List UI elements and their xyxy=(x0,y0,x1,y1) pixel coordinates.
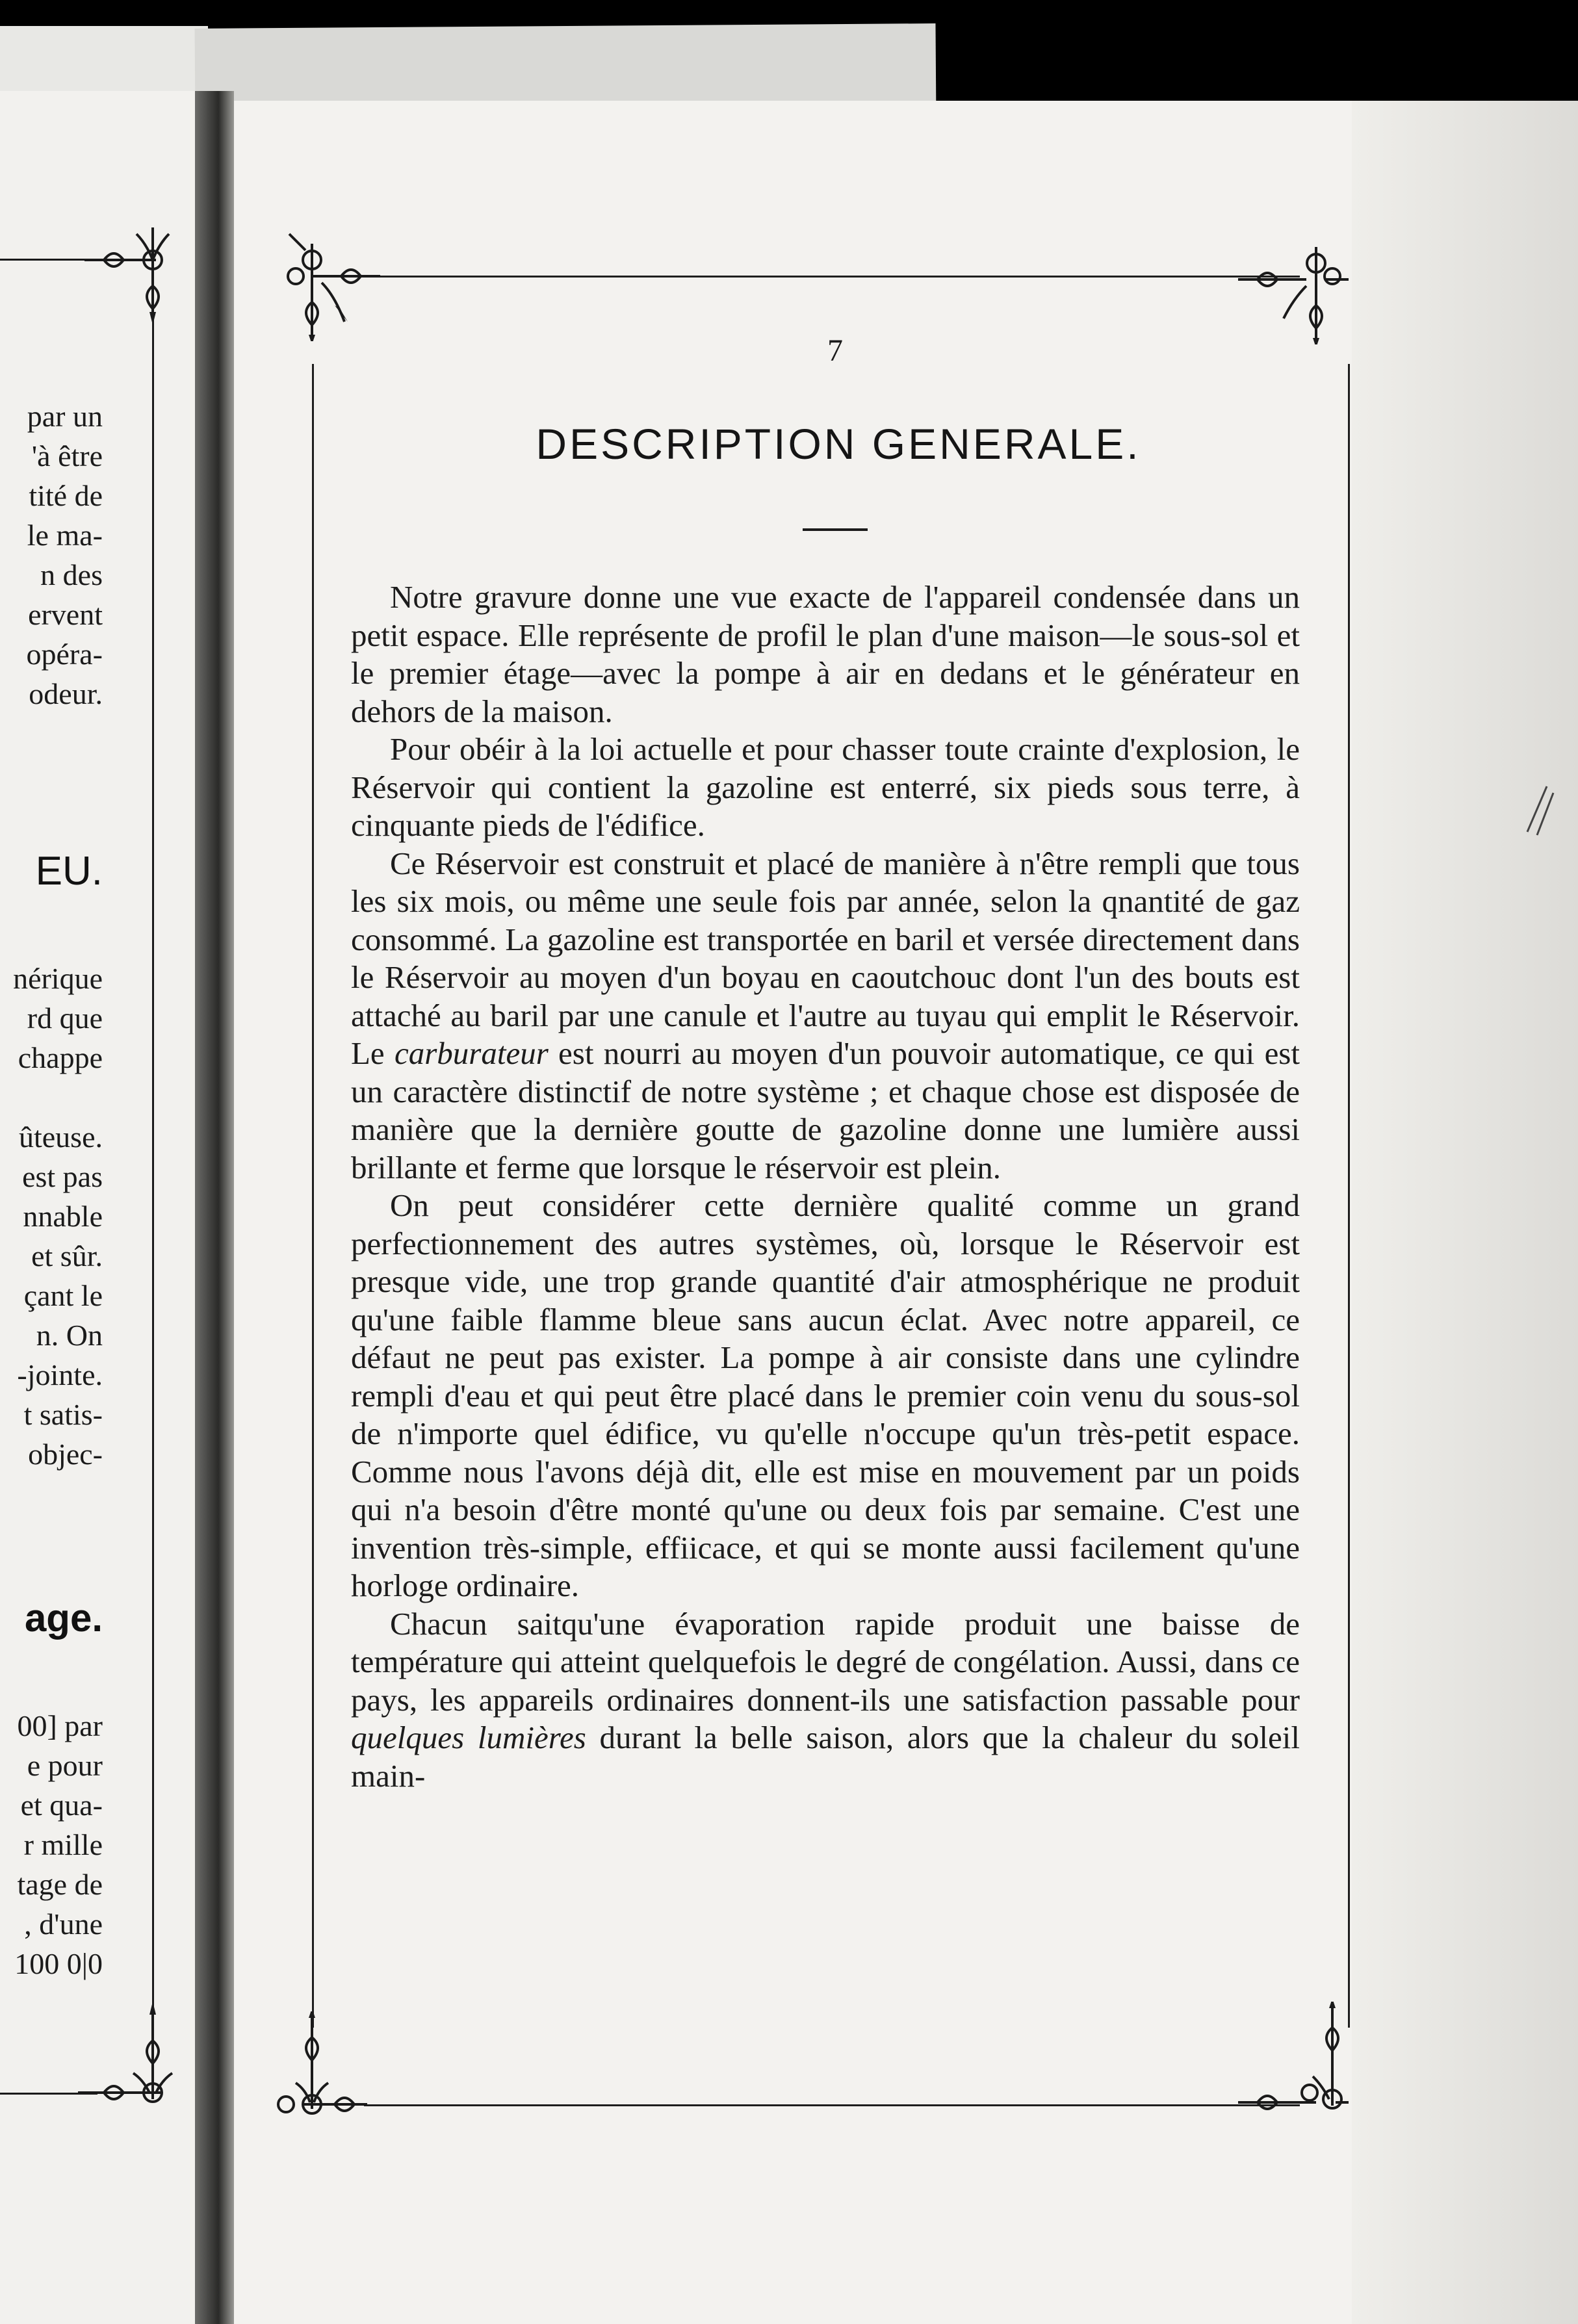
left-page-gutter xyxy=(195,91,234,2324)
left-line: opéra- xyxy=(26,638,103,671)
left-line: 100 0|0 xyxy=(14,1947,103,1980)
margin-pencil-mark-icon xyxy=(1521,780,1560,838)
left-frame-top-rule xyxy=(0,259,84,261)
title-rule xyxy=(803,528,868,531)
left-line: r mille xyxy=(23,1828,103,1861)
left-line xyxy=(0,1078,103,1117)
left-page-text-block-1 xyxy=(0,396,103,714)
bottom-right-ornament-icon xyxy=(1238,2002,1349,2112)
left-line: 'à être xyxy=(31,439,103,472)
left-line: , d'une xyxy=(24,1907,103,1941)
left-line: ûteuse. xyxy=(18,1120,103,1154)
left-page-bottom-ornament-icon xyxy=(78,2002,188,2112)
paragraph-3-part-2: est nourri au moyen d'un pouvoir automatique, ce qui est un caractère distinctif de notre système ; et chaque chose est disposée de manière que la dernière goutte de gazoline donne une lumière aussi brillante et ferme que lorsque le réservoir est plein. xyxy=(351,1035,1300,1185)
left-page-text-block-2 xyxy=(0,959,103,1474)
left-line: 00] par xyxy=(17,1709,103,1742)
paragraph-5-part-1: Chacun saitqu'une évaporation rapide produit une baisse de température qui atteint quelquefois le degré de congélation. Aussi, dans ce pays, les appareils ordinaires donnent-ils une satisfaction passable pour xyxy=(351,1605,1300,1718)
top-right-ornament-icon xyxy=(1238,234,1349,344)
paragraph-4: On peut considérer cette dernière qualité comme un grand perfectionnement des autres systèmes, où, lorsque le Réservoir est presque vide, une trop grande quantité d'air atmosphérique ne produit qu'une faible flamme bleue sans aucun éclat. Avec notre appareil, ce défaut ne peut pas exister. La pompe à air consiste dans une cylindre rempli d'eau et qui peut être placé dans le premier coin venu du sous-sol de n'importe quel édifice, vu qu'elle n'occupe qu'un très-petit espace. Comme nous l'avons déjà dit, elle est mise en mouvement par un poids qui n'a besoin d'être monté qu'une ou deux fois par semaine. C'est une invention très-simple, effiicace, et qui se monte aussi facilement qu'une horloge ordinaire. xyxy=(351,1187,1300,1603)
left-page-heading-2: age. xyxy=(24,1596,103,1640)
left-line: objec- xyxy=(28,1438,103,1471)
page-number: 7 xyxy=(827,333,843,368)
frame-right-rule xyxy=(1348,364,1350,2028)
left-line: et qua- xyxy=(20,1788,103,1822)
main-page-edge-shade xyxy=(1352,101,1578,2324)
left-line: chappe xyxy=(18,1041,103,1074)
paragraph-1: Notre gravure donne une vue exacte de l'appareil condensée dans un petit espace. Elle représente de profil le plan d'une maison—le sous-sol et le premier étage—avec la pompe à air en dedans et le générateur en dehors de la maison. xyxy=(351,579,1300,729)
paragraph-2: Pour obéir à la loi actuelle et pour chasser toute crainte d'explosion, le Réservoir qui contient la gazoline est enterré, six pieds sous terre, à cinquante pieds de l'édifice. xyxy=(351,731,1300,843)
left-line: odeur. xyxy=(29,677,103,710)
frame-left-rule xyxy=(312,364,314,2028)
left-line: nérique xyxy=(13,962,103,995)
left-line: ervent xyxy=(28,598,103,631)
frame-bottom-rule xyxy=(364,2104,1300,2106)
bottom-left-ornament-icon xyxy=(257,2011,367,2122)
page-title: DESCRIPTION GENERALE. xyxy=(536,420,1141,468)
left-line: e pour xyxy=(27,1749,103,1782)
left-line: çant le xyxy=(23,1279,103,1312)
left-line: et sûr. xyxy=(31,1239,103,1272)
body-text xyxy=(351,578,1300,1795)
left-page-heading-1: EU. xyxy=(35,849,103,894)
left-line: tage de xyxy=(17,1868,103,1901)
left-line: rd que xyxy=(27,1001,103,1035)
paragraph-5-italic-phrase: quelques lumières xyxy=(351,1720,586,1755)
top-left-ornament-icon xyxy=(270,231,380,341)
left-line: le ma- xyxy=(27,519,103,552)
paragraph-3-italic-term: carburateur xyxy=(394,1035,549,1071)
paragraph-3 xyxy=(351,845,1300,1187)
paragraph-5-part-2: durant la belle saison, alors que la chaleur du soleil main- xyxy=(351,1720,1300,1794)
left-frame-right-rule xyxy=(152,305,154,2060)
left-line: t satis- xyxy=(23,1398,103,1431)
left-page-top-ornament-icon xyxy=(84,214,195,325)
paragraph-3-part-1: Ce Réservoir est construit et placé de manière à n'être rempli que tous les six mois, ou même une seule fois par année, selon la qnantité de gaz consommé. La gazoline est transportée en baril et versée directement dans le Réservoir au moyen d'un boyau en caoutchouc dont l'un des bouts est attaché au baril par une canule et l'autre au tuyau qui emplit le Réservoir. Le xyxy=(351,845,1300,1071)
left-line: est pas xyxy=(22,1160,103,1193)
left-page-text-block-3 xyxy=(0,1706,103,1983)
frame-top-rule xyxy=(364,276,1300,278)
left-line: par un xyxy=(27,400,103,433)
paragraph-5 xyxy=(351,1605,1300,1796)
left-line: n des xyxy=(40,558,103,591)
left-line: nnable xyxy=(23,1200,103,1233)
left-line: tité de xyxy=(29,479,103,512)
left-line: -jointe. xyxy=(17,1358,103,1391)
left-line: n. On xyxy=(36,1319,103,1352)
